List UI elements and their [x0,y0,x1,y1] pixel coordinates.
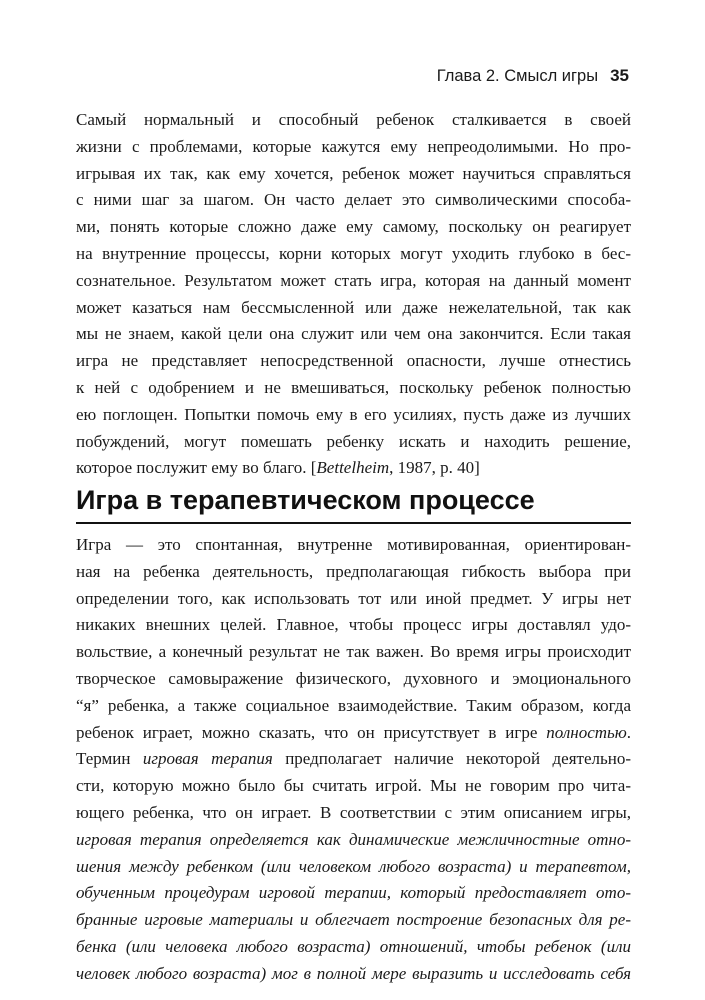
text-run: ребенок играет, можно сказать, что он присутствует в игре [76,722,547,742]
citation-year-page: , 1987, p. 40] [389,458,480,478]
definition-line: бенка (или человека любого возраста) отношений, чтобы ребенок (или [76,936,631,956]
paragraph-line: творческое самовыражение физического, духовного и эмоционального [76,668,631,688]
paragraph-line: сти, которую можно было бы считать игрой. Мы не говорим про чита- [76,776,631,796]
definition-line: бранные игровые материалы и облегчает построение безопасных для ре- [76,910,631,930]
quote-line: игрывая их так, как ему хочется, ребенок может научиться справляться [76,163,631,183]
quote-line: ми, понять которые сложно даже ему самому, поскольку он реагирует [76,217,631,237]
citation-author: Bettelheim [316,458,390,478]
quote-line: с ними шаг за шагом. Он часто делает это символическими способа- [76,190,631,210]
definition-line: человек любого возраста) мог в полной мере выразить и исследовать себя [76,963,631,983]
chapter-title: Глава 2. Смысл игры [436,67,599,85]
definition-line: шения между ребенком (или человеком любого возраста) и терапевтом, [76,856,631,876]
paragraph-line: “я” ребенка, а также социальное взаимодействие. Таким образом, когда [76,695,631,715]
quote-citation-line [76,455,631,482]
running-head [0,64,629,88]
paragraph-line: ющего ребенка, что он играет. В соответствии с этим описанием игры, [76,802,631,822]
quote-line: жизни с проблемами, которые кажутся ему непреодолимыми. Но про- [76,136,631,156]
page-number: 35 [610,66,629,85]
paragraph-line: вольствие, а конечный результат не так важен. Во время игры происходит [76,642,631,662]
text-run: предполагает наличие некоторой деятельно- [272,749,631,769]
quote-line: Самый нормальный и способный ребенок сталкивается в своей [76,110,631,129]
bettelheim-quote [76,107,631,482]
quote-line: сознательное. Результатом может стать игра, которая на данный момент [76,270,631,290]
definition-line: обученным процедурам игровой терапии, который предоставляет ото- [76,883,631,903]
definition-line: игровая терапия определяется как динамические межличностные отно- [76,829,631,849]
paragraph-line: определении того, как использовать тот или иной предмет. У игры нет [76,588,631,608]
paragraph-line [76,720,631,747]
paragraph-line [76,746,631,773]
text-run: . [626,722,631,742]
paragraph-line: Игра — это спонтанная, внутренне мотивированная, ориентирован- [76,535,631,554]
quote-text-end: которое послужит ему во благо. [ [76,458,317,478]
quote-line: мы не знаем, какой цели она служит или чем она закончится. Если такая [76,324,631,344]
italic-term: игровая терапия [142,749,273,769]
section-heading: Игра в терапевтическом процессе [76,485,535,515]
main-paragraph [76,532,631,988]
quote-line: к ней с одобрением и не вмешиваться, поскольку ребенок полностью [76,377,631,397]
paragraph-line: ная на ребенка деятельность, предполагающая гибкость выбора при [76,561,631,581]
heading-underline [76,522,631,524]
text-run: Термин [76,749,143,769]
quote-line: может казаться нам бессмысленной или даже нежелательной, так как [76,297,631,317]
paragraph-line: никаких внешних целей. Главное, чтобы процесс игры доставлял удо- [76,615,631,635]
quote-line: ею поглощен. Попытки помочь ему в его усилиях, пусть даже из лучших [76,404,631,424]
italic-term: полностью [546,722,627,742]
quote-line: на внутренние процессы, корни которых могут уходить глубоко в бес- [76,243,631,263]
quote-line: игра не представляет непосредственной опасности, лучше отнестись [76,351,631,371]
quote-line: побуждений, могут помешать ребенку искать и находить решение, [76,431,631,451]
